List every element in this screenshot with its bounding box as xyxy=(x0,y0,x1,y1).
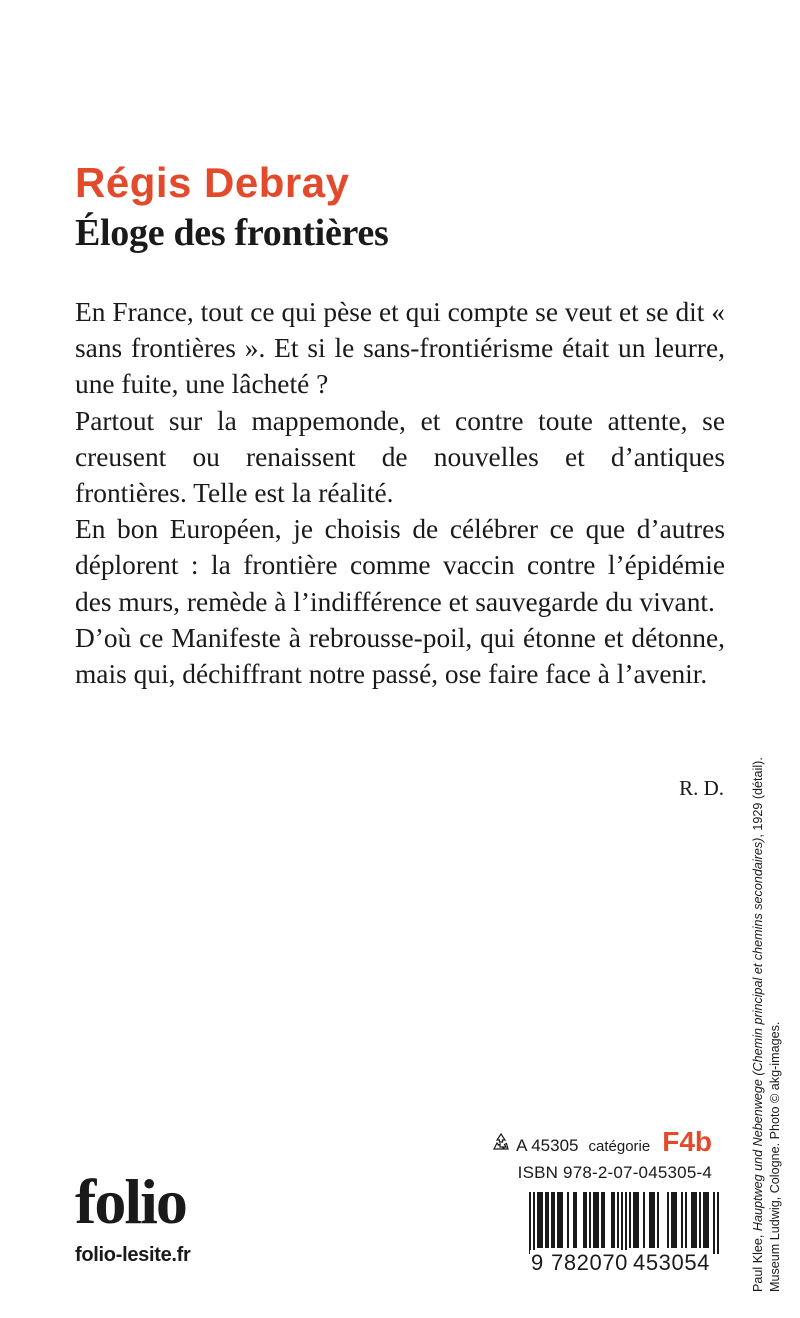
blurb-paragraph-3: En bon Européen, je choisis de célébrer ce que d’autres déplorent : la frontière comme vaccin contre l’épidémie des murs, remède à l’indifférence et sauvegarde du vivant. xyxy=(75,514,725,617)
barcode-bar xyxy=(635,1192,637,1248)
barcode-bar xyxy=(545,1192,547,1248)
barcode-bar xyxy=(593,1192,595,1248)
barcode-bar xyxy=(693,1192,695,1248)
barcode-bar xyxy=(561,1192,563,1248)
blurb-paragraph-1: En France, tout ce qui pèse et qui compte se veut et se dit « sans frontières ». Et si le sans-frontiérisme était un leurre, une fuite, une lâcheté ? xyxy=(75,297,725,400)
barcode-bar xyxy=(633,1192,635,1248)
barcode-bar xyxy=(667,1192,669,1248)
catalog-row xyxy=(492,1128,712,1156)
barcode-bar xyxy=(703,1192,705,1248)
barcode-bar xyxy=(557,1192,559,1248)
barcode-bar xyxy=(567,1192,569,1248)
publisher-website: folio-lesite.fr xyxy=(75,1244,191,1266)
barcode-bar xyxy=(559,1192,561,1248)
barcode-bar xyxy=(611,1192,613,1248)
barcode-bar xyxy=(629,1192,631,1248)
blurb-paragraph-4: D’où ce Manifeste à rebrousse-poil, qui étonne et détonne, mais qui, déchiffrant notre passé, ose faire face à l’avenir. xyxy=(75,622,725,690)
barcode-bar xyxy=(603,1192,605,1248)
credit-suffix: , 1929 (détail). xyxy=(751,757,765,838)
barcode-bar xyxy=(707,1192,709,1248)
barcode-bar xyxy=(539,1192,541,1248)
barcode-bar xyxy=(541,1192,543,1248)
barcode-bar xyxy=(589,1192,591,1248)
barcode-bar xyxy=(621,1192,623,1254)
barcode-bar xyxy=(699,1192,701,1248)
barcode-bar xyxy=(617,1192,619,1248)
barcode xyxy=(524,1192,724,1292)
category-code: F4b xyxy=(662,1126,712,1157)
barcode-bar xyxy=(673,1192,675,1248)
blurb-paragraph-2: Partout sur la mappemonde, et contre toute attente, se creusent ou renaissent de nouvelles et d’antiques frontières. Telle est la réalité. xyxy=(75,405,725,509)
barcode-digits-right: 453054 xyxy=(633,1250,711,1275)
recycle-icon xyxy=(492,1133,510,1151)
barcode-bar xyxy=(575,1192,577,1248)
barcode-bar xyxy=(713,1192,715,1254)
barcode-bar xyxy=(671,1192,673,1248)
barcode-bar xyxy=(573,1192,575,1248)
barcode-bar xyxy=(613,1192,615,1248)
barcode-digit-first: 9 xyxy=(531,1250,544,1275)
barcode-bar xyxy=(657,1192,659,1248)
barcode-bar xyxy=(595,1192,597,1248)
category-label: catégorie xyxy=(588,1138,651,1155)
author-name: Régis Debray xyxy=(75,159,350,206)
barcode-bar xyxy=(685,1192,687,1248)
barcode-bar xyxy=(695,1192,697,1248)
isbn: ISBN 978-2-07-045305-4 xyxy=(517,1163,712,1182)
barcode-bar xyxy=(597,1192,599,1248)
barcode-bar xyxy=(643,1192,645,1248)
barcode-bar xyxy=(717,1192,719,1254)
barcode-digits-left: 782070 xyxy=(551,1250,629,1275)
barcode-bar xyxy=(601,1192,603,1248)
barcode-bar xyxy=(681,1192,683,1248)
barcode-bar xyxy=(583,1192,585,1248)
barcode-bar xyxy=(653,1192,655,1248)
barcode-bar xyxy=(537,1192,539,1248)
barcode-bar xyxy=(691,1192,693,1248)
barcode-bar xyxy=(533,1192,535,1254)
blurb xyxy=(75,294,725,692)
credit-artwork-title: Hauptweg und Nebenwege (Chemin principal et chemins secondaires) xyxy=(751,837,765,1232)
barcode-digits xyxy=(524,1250,724,1276)
barcode-bar xyxy=(553,1192,555,1248)
barcode-bar xyxy=(547,1192,549,1248)
book-title: Éloge des frontières xyxy=(75,212,389,254)
credit-prefix: Paul Klee, xyxy=(751,1231,765,1292)
image-credit xyxy=(750,712,784,1292)
barcode-bar xyxy=(637,1192,639,1248)
barcode-bar xyxy=(529,1192,531,1254)
barcode-bar xyxy=(649,1192,651,1248)
barcode-bar xyxy=(551,1192,553,1248)
barcode-bar xyxy=(585,1192,587,1248)
barcode-bar xyxy=(651,1192,653,1248)
barcode-bar xyxy=(625,1192,627,1254)
barcode-bar xyxy=(675,1192,677,1248)
barcode-bars xyxy=(524,1192,724,1254)
publisher-logo: folio xyxy=(75,1166,186,1237)
credit-line-2: Museum Ludwig, Cologne. Photo © akg-images. xyxy=(768,1021,782,1292)
barcode-bar xyxy=(705,1192,707,1248)
catalog-code: A 45305 xyxy=(516,1136,579,1155)
signature: R. D. xyxy=(679,776,724,800)
